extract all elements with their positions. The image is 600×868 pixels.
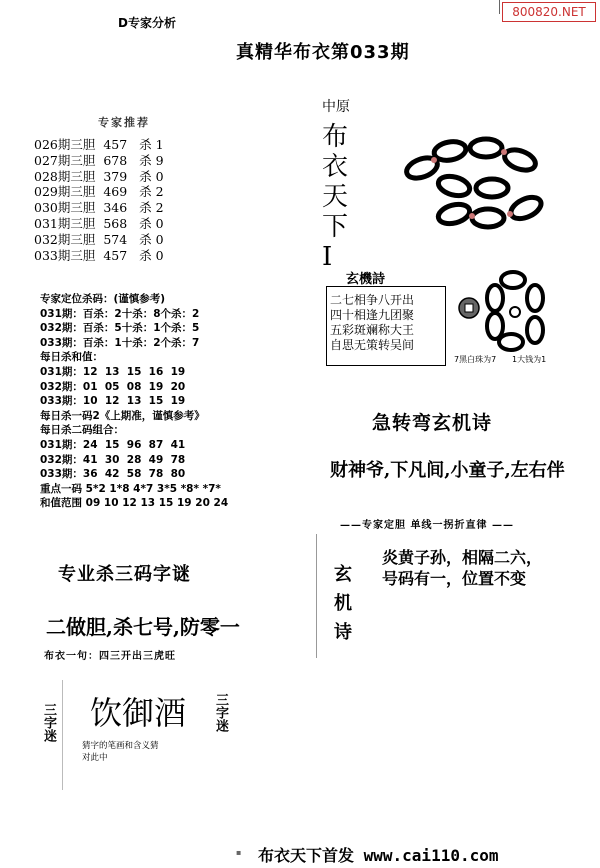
kill-line: 031期：百杀：2十杀：8个杀：2	[40, 307, 200, 320]
list-item: 028期三胆 379 杀 0	[34, 168, 164, 184]
footer-mark: ▪	[236, 848, 242, 857]
xuanji-poem: 二七相争八开出 四十相逢九团聚 五彩斑斓称大王 自思无策转吴间	[330, 293, 415, 352]
list-item: 032期三胆 574 杀 0	[34, 231, 164, 247]
char-riddle-hint: 猜字的笔画和含义猜 对此中	[82, 741, 159, 763]
kill-line: 专家定位杀码：(谨慎参考)	[40, 293, 166, 305]
recommend-list	[34, 137, 164, 263]
kill-line: 032期：41 30 28 49 78	[40, 453, 186, 466]
riddle-poem-line: 财神爷,下凡间,小童子,左右伴	[330, 460, 565, 481]
kill-line: 032期：01 05 08 19 20	[40, 380, 186, 393]
kill-line: 每日杀一码2《上期准，谨慎参考》	[40, 409, 205, 422]
kill-line: 031期：24 15 96 87 41	[40, 438, 186, 451]
riddle-label-left: 三字迷	[41, 703, 56, 742]
brand-vertical-title: 中原 布 衣 天 下 I	[322, 99, 350, 272]
kill-line: 031期：12 13 15 16 19	[40, 365, 186, 378]
list-item: 030期三胆 346 杀 2	[34, 200, 164, 216]
footer-site: 布衣天下首发 www.cai110.com	[258, 846, 499, 865]
kill-line: 033期：10 12 13 15 19	[40, 395, 186, 408]
kill-code-block	[40, 292, 228, 511]
site-watermark: 800820.NET	[502, 2, 596, 22]
riddle-label-right: 三字迷	[213, 693, 228, 732]
rings-and-coins-illustration	[455, 268, 555, 353]
expert-dan-line: ——专家定胆 单线一拐折直律 ——	[340, 520, 514, 531]
kill-line: 033期：百杀：1十杀：2个杀：7	[40, 336, 200, 349]
kill-line: 每日杀和值：	[40, 351, 103, 364]
list-item: 027期三胆 678 杀 9	[34, 152, 164, 168]
list-item: 031期三胆 568 杀 0	[34, 215, 164, 231]
caption-black-white: 7黑白珠为7	[454, 355, 497, 364]
xuanji-vertical-label: 玄 机 诗	[334, 564, 352, 643]
riddle-poem-heading: 急转弯玄机诗	[372, 412, 493, 434]
kill-line: 重点一码 5*2 1*8 4*7 3*5 *8* *7*	[40, 482, 221, 495]
char-riddle-text: 饮御酒	[90, 694, 187, 732]
pro-kill-riddle: 二做胆,杀七号,防零一	[46, 615, 240, 639]
kill-line: 032期：百杀：5十杀：1个杀：5	[40, 322, 200, 335]
pro-kill-note: 布衣一句：四三开出三虎旺	[44, 651, 176, 662]
verse-text: 炎黄子孙，相隔二六， 号码有一，位置不变	[382, 548, 543, 588]
corner-tick	[499, 0, 500, 14]
xuanji-title: 玄機詩	[346, 272, 386, 287]
kill-line: 033期：36 42 58 78 80	[40, 468, 186, 481]
list-item: 033期三胆 457 杀 0	[34, 247, 164, 263]
list-item: 026期三胆 457 杀 1	[34, 137, 164, 152]
chain-ring-illustration	[392, 118, 562, 238]
header-label: D专家分析	[118, 16, 176, 30]
list-item: 029期三胆 469 杀 2	[34, 184, 164, 200]
caption-coin: 1大钱为1	[512, 355, 547, 364]
pro-kill-title: 专业杀三码字谜	[58, 564, 191, 585]
kill-line: 每日杀二码组合：	[40, 424, 124, 437]
recommend-title: 专家推荐	[98, 116, 150, 129]
kill-line: 和值范围 09 10 12 13 15 19 20 24	[40, 497, 229, 510]
page-title: 真精华布衣第033期	[236, 42, 410, 63]
